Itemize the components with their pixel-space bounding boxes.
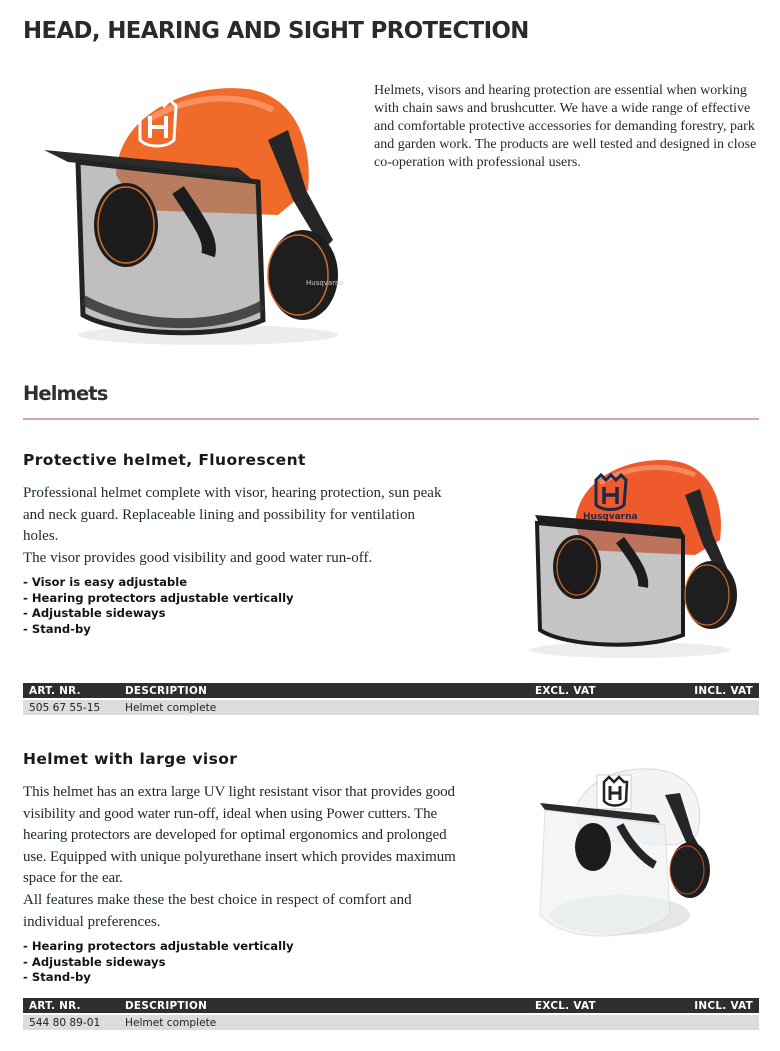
product-image-large-visor-helmet bbox=[535, 765, 725, 945]
feature-item: - Stand-by bbox=[23, 622, 463, 637]
column-header-description: DESCRIPTION bbox=[119, 998, 529, 1013]
table-header-row bbox=[23, 683, 759, 698]
product-image-fluorescent-helmet bbox=[515, 455, 745, 660]
page-title: HEAD, HEARING AND SIGHT PROTECTION bbox=[23, 16, 529, 44]
cell-art-nr: 505 67 55-15 bbox=[23, 700, 119, 715]
svg-text:Husqvarna: Husqvarna bbox=[306, 279, 344, 287]
cell-excl-vat bbox=[529, 700, 679, 715]
feature-item: - Adjustable sideways bbox=[23, 606, 463, 621]
cell-art-nr: 544 80 89-01 bbox=[23, 1015, 119, 1030]
product-title: Helmet with large visor bbox=[23, 750, 238, 768]
product-title: Protective helmet, Fluorescent bbox=[23, 451, 306, 469]
cell-description: Helmet complete bbox=[119, 1015, 529, 1030]
cell-description: Helmet complete bbox=[119, 700, 529, 715]
helmet-illustration-icon bbox=[515, 455, 745, 660]
product-protective-helmet bbox=[23, 451, 463, 637]
helmet-illustration-icon bbox=[38, 80, 348, 350]
feature-item: - Hearing protectors adjustable vertically bbox=[23, 591, 463, 606]
spec-table-large-visor-helmet bbox=[23, 998, 759, 1030]
column-header-art-nr: ART. NR. bbox=[23, 998, 119, 1013]
product-helmet-large-visor bbox=[23, 750, 473, 985]
svg-text:Husqvarna: Husqvarna bbox=[583, 512, 638, 522]
feature-list bbox=[23, 939, 473, 985]
product-description-2: The visor provides good visibility and good water run-off. bbox=[23, 549, 373, 566]
feature-item: - Visor is easy adjustable bbox=[23, 575, 463, 590]
helmet-illustration-icon bbox=[535, 765, 725, 945]
section-divider bbox=[23, 418, 759, 420]
column-header-art-nr: ART. NR. bbox=[23, 683, 119, 698]
product-description: Professional helmet complete with visor, hearing protection, sun peak and neck guard. Replaceable lining and possibility for ventilation holes. bbox=[23, 485, 442, 545]
intro-paragraph: Helmets, visors and hearing protection are essential when working with chain saws and brushcutter. We have a wide range of effective and comfortable protective accessories for demanding forestry, park and garden work. The products are well tested and designed in close co-operation with professional users. bbox=[374, 83, 757, 170]
table-row bbox=[23, 700, 759, 715]
table-header-row bbox=[23, 998, 759, 1013]
column-header-excl-vat: EXCL. VAT bbox=[529, 683, 679, 698]
feature-list bbox=[23, 575, 463, 637]
feature-item: - Adjustable sideways bbox=[23, 955, 473, 970]
cell-excl-vat bbox=[529, 1015, 679, 1030]
product-description-2: All features make these the best choice in respect of comfort and individual preferences. bbox=[23, 891, 412, 930]
spec-table-protective-helmet bbox=[23, 683, 759, 715]
feature-item: - Stand-by bbox=[23, 970, 473, 985]
column-header-incl-vat: INCL. VAT bbox=[679, 998, 759, 1013]
column-header-incl-vat: INCL. VAT bbox=[679, 683, 759, 698]
cell-incl-vat bbox=[679, 1015, 759, 1030]
column-header-excl-vat: EXCL. VAT bbox=[529, 998, 679, 1013]
feature-item: - Hearing protectors adjustable vertically bbox=[23, 939, 473, 954]
cell-incl-vat bbox=[679, 700, 759, 715]
column-header-description: DESCRIPTION bbox=[119, 683, 529, 698]
hero-helmet-image bbox=[38, 80, 348, 350]
product-description: This helmet has an extra large UV light resistant visor that provides good visibility and good water run-off, ideal when using Power cutters. The hearing protectors are developed for optimal ergonomics and prolonged use. Equipped with unique polyurethane insert which provides maximum space for the ear. bbox=[23, 784, 456, 887]
table-row bbox=[23, 1015, 759, 1030]
section-title: Helmets bbox=[23, 382, 108, 405]
